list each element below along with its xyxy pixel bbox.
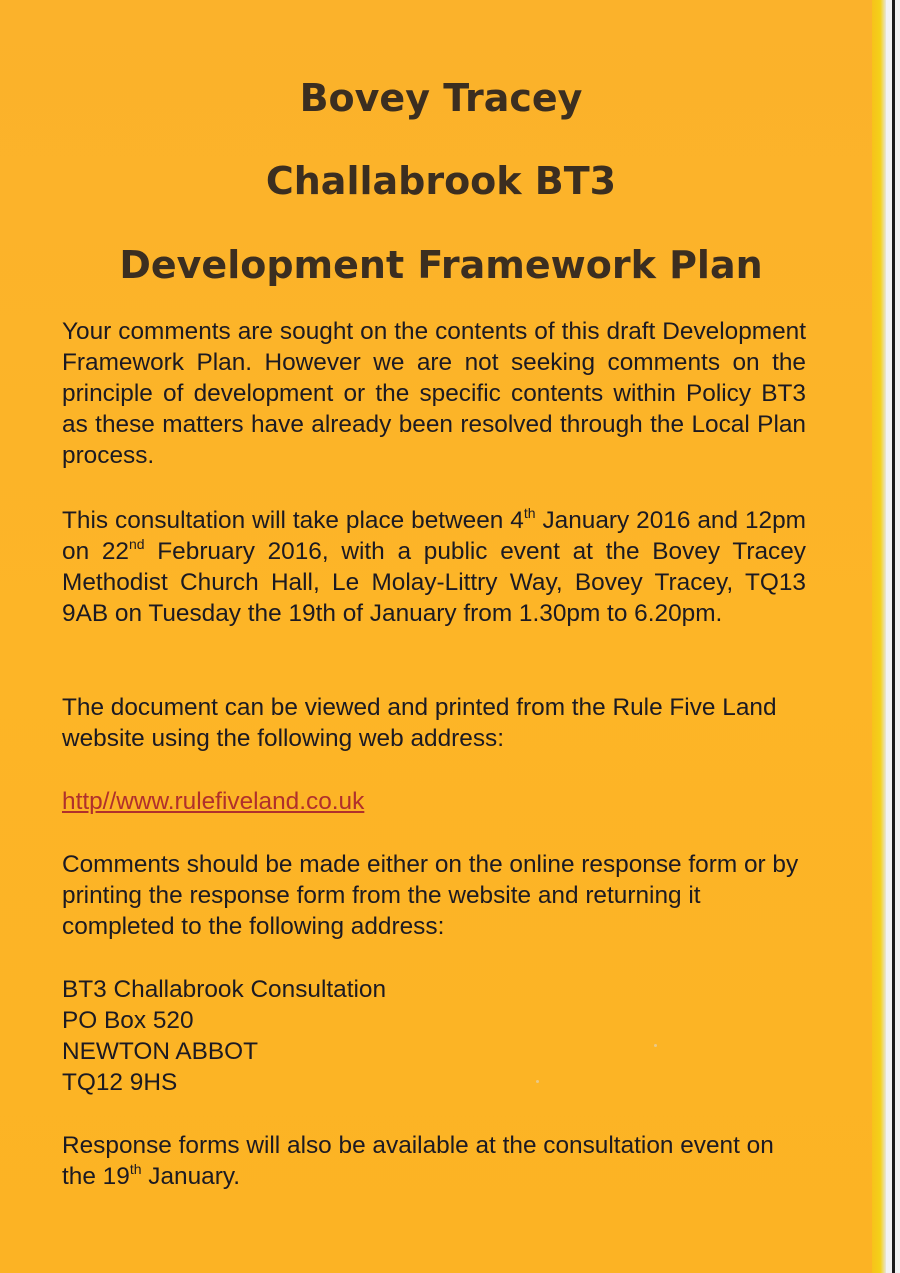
title-line-2: Challabrook BT3	[265, 159, 617, 203]
consultation-dates-paragraph	[62, 505, 806, 629]
consultation-sup-th: th	[523, 505, 536, 521]
consultation-text-a: This consultation will take place between 4	[62, 507, 524, 534]
response-forms-paragraph	[62, 1130, 806, 1192]
address-line-3: NEWTON ABBOT	[62, 1038, 259, 1065]
response-text-b: January.	[141, 1163, 241, 1190]
consultation-sup-nd: nd	[128, 536, 145, 552]
address-line-1: BT3 Challabrook Consultation	[62, 976, 387, 1003]
address-line-4: TQ12 9HS	[62, 1069, 178, 1096]
website-link[interactable]: http//www.rulefiveland.co.uk	[62, 788, 365, 815]
comments-paragraph: Comments should be made either on the online response form or by printing the response form from the website and returning it completed to the following address:	[62, 851, 799, 940]
response-text-a: Response forms will also be available at the consultation event on the 19	[62, 1132, 774, 1190]
consultation-text-b: January 2016 and 12pm on 22	[62, 507, 806, 565]
address-line-2: PO Box 520	[62, 1007, 194, 1034]
scan-speck	[536, 1080, 539, 1083]
response-sup-th: th	[129, 1161, 142, 1177]
title-line-1: Bovey Tracey	[299, 76, 583, 120]
website-link-line	[62, 786, 806, 817]
postal-address	[62, 974, 806, 1098]
title-line-3: Development Framework Plan	[119, 243, 763, 287]
scan-background-strip	[886, 0, 900, 1273]
consultation-text-c: February 2016, with a public event at the Bovey Tracey Methodist Church Hall, Le Molay-Littry Way, Bovey Tracey, TQ13 9AB on Tuesday the 19th of January from 1.30pm to 6.20pm.	[62, 538, 806, 627]
scan-border-line	[892, 0, 895, 1273]
paper-right-edge	[872, 0, 886, 1273]
intro-paragraph: Your comments are sought on the contents of this draft Development Framework Plan. However we are not seeking comments on the principle of development or the specific contents within Policy BT3 as these matters have already been resolved through the Local Plan process.	[62, 318, 806, 469]
website-paragraph: The document can be viewed and printed from the Rule Five Land website using the following web address:	[62, 694, 777, 752]
scan-speck	[654, 1044, 657, 1047]
